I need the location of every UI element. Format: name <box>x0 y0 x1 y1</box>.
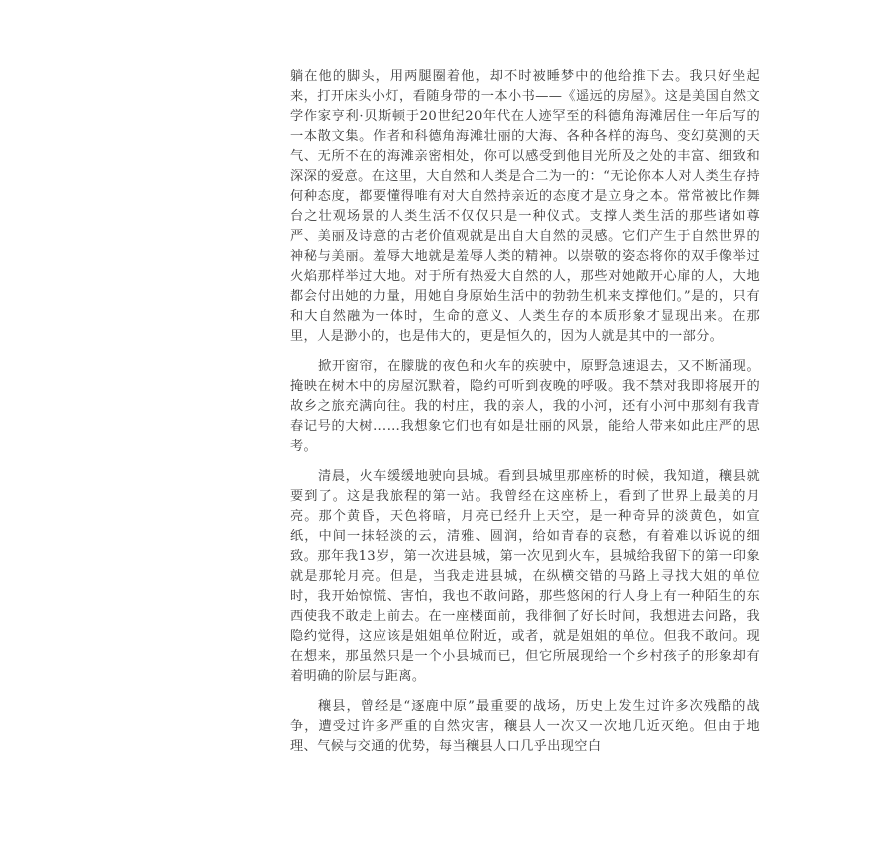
paragraph-reading-book: 躺在他的脚头，用两腿圈着他，却不时被睡梦中的他给推下去。我只好坐起来，打开床头小灯，看随身带的一本小书——《遥远的房屋》。这是美国自然文学作家亨利·贝斯顿于20世纪20年代在人迹罕至的科德角海滩居住一年后写的一本散文集。作者和科德角海滩壮丽的大海、各种各样的海鸟、变幻莫测的天气、无所不在的海滩亲密相处，你可以感受到他目光所及之处的丰富、细致和深深的爱意。在这里，大自然和人类是合二为一的：“无论你本人对人类生存持何种态度，都要懂得唯有对大自然持亲近的态度才是立身之本。常常被比作舞台之壮观场景的人类生活不仅仅只是一种仪式。支撑人类生活的那些诸如尊严、美丽及诗意的古老价值观就是出自大自然的灵感。它们产生于自然世界的神秘与美丽。羞辱大地就是羞辱人类的精神。以崇敬的姿态将你的双手像举过火焰那样举过大地。对于所有热爱大自然的人，那些对她敞开心扉的人，大地都会付出她的力量，用她自身原始生活中的勃勃生机来支撑他们。”是的，只有和大自然融为一体时，生命的意义、人类生存的本质形象才显现出来。在那里，人是渺小的，也是伟大的，更是恒久的，因为人就是其中的一部分。 <box>290 69 760 344</box>
paragraph-county-town: 清晨，火车缓缓地驶向县城。看到县城里那座桥的时候，我知道，穰县就要到了。这是我旅程的第一站。我曾经在这座桥上，看到了世界上最美的月亮。那个黄昏，天色将暗，月亮已经升上天空，是一种奇异的淡黄色，如宣纸，中间一抹轻淡的云，清雅、圆润，给如青春的哀愁，有着难以诉说的细致。那年我13岁，第一次进县城，第一次见到火车，县城给我留下的第一印象就是那轮月亮。但是，当我走进县城，在纵横交错的马路上寻找大姐的单位时，我开始惊慌、害怕，我也不敢问路，那些悠闲的行人身上有一种陌生的东西使我不敢走上前去。在一座楼面前，我徘徊了好长时间，我想进去问路，我隐约觉得，这应该是姐姐单位附近，或者，就是姐姐的单位。但我不敢问。现在想来，那虽然只是一个小县城而已，但它所展现给一个乡村孩子的形象却有着明确的阶层与距离。 <box>290 469 760 684</box>
paragraph-rang-county-history: 穰县，曾经是“逐鹿中原”最重要的战场，历史上发生过许多次残酷的战争，遭受过许多严重的自然灾害，穰县人一次又一次地几近灭绝。但由于地理、气候与交通的优势，每当穰县人口几乎出现空白 <box>290 699 760 754</box>
body-text <box>290 67 760 767</box>
paragraph-window-view: 掀开窗帘，在朦胧的夜色和火车的疾驶中，原野急速退去，又不断涌现。掩映在树木中的房屋沉默着，隐约可听到夜晚的呼吸。我不禁对我即将展开的故乡之旅充满向往。我的村庄，我的亲人，我的小河，还有小河中那刻有我青春记号的大树……我想象它们也有如是壮丽的风景，能给人带来如此庄严的思考。 <box>290 359 760 454</box>
